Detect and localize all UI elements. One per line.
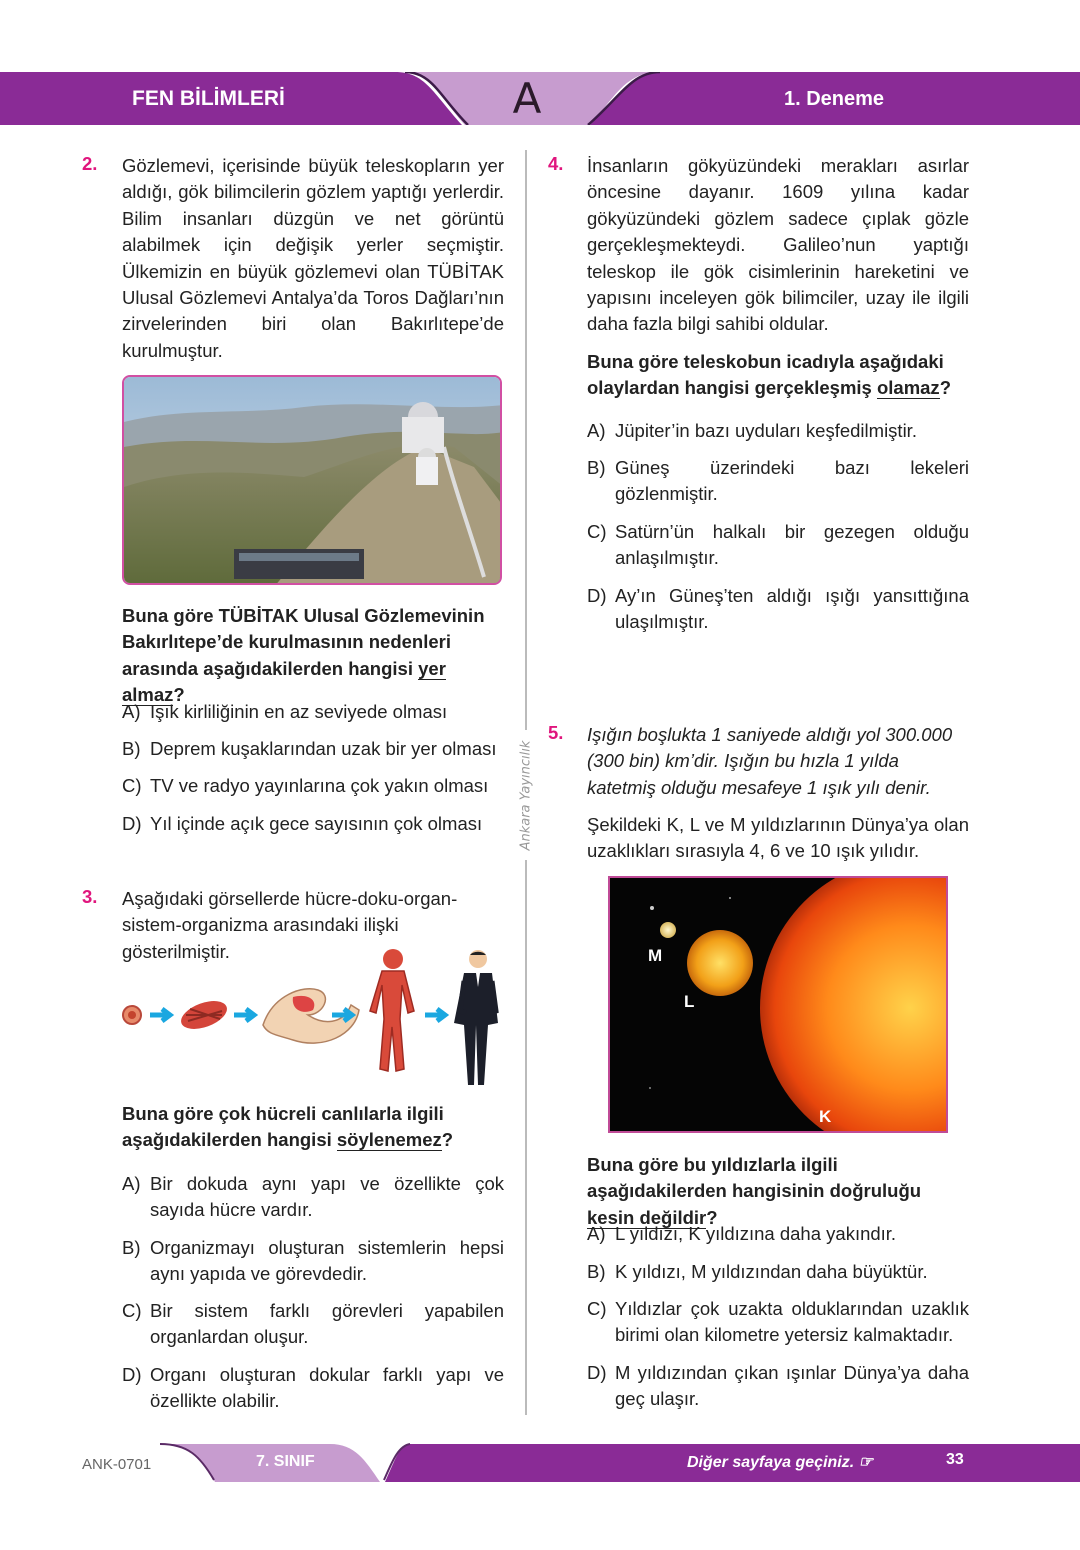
q3-text: Aşağıdaki görsellerde hücre-doku-organ-sistem-organizma arasındaki ilişki gösterilmiştir. — [122, 888, 458, 962]
star-label-m: M — [648, 946, 663, 965]
q3-option-c[interactable]: C) Bir sistem farklı görevleri yapabilen organlardan oluşur. — [122, 1300, 504, 1348]
page-footer — [0, 1440, 1080, 1485]
q2-question: Buna göre TÜBİTAK Ulusal Gözlemevinin Bakırlıtepe’de kurulmasının nedenleri arasında aşağıdakilerden hangisi yer almaz? — [122, 605, 485, 706]
q5-question: Buna göre bu yıldızlarla ilgili aşağıdakilerden hangisinin doğruluğu kesin değildir? — [587, 1154, 922, 1228]
q5-text: Şekildeki K, L ve M yıldızlarının Dünya’ya olan uzaklıkları sırasıyla 4, 6 ve 10 ışık yılıdır. — [587, 814, 969, 862]
q2-text: Gözlemevi, içerisinde büyük teleskopların yer aldığı, gök bilimcilerin gözlem yaptığı yerlerdir. Bilim insanları düzgün ve net görüntü alabilmek için değişik yerler seçmiştir. Ülkemizin en büyük gözlemevi olan TÜBİTAK Ulusal Gözlemevi Antalya’da Toros Dağları’nın zirvelerinden biri olan Bakırlıtepe’de kurulmuştur. — [122, 155, 504, 361]
column-divider — [525, 860, 527, 1415]
q5-option-d[interactable]: D) M yıldızından çıkan ışınlar Dünya’ya daha geç ulaşır. — [587, 1362, 969, 1410]
q3-option-d[interactable]: D) Organı oluşturan dokular farklı yapı ve özellikte olabilir. — [122, 1364, 504, 1412]
question-number: 3. — [82, 886, 98, 907]
publisher-watermark: Ankara Yayıncılık — [518, 740, 534, 850]
q5-option-b[interactable]: B) K yıldızı, M yıldızından daha büyüktür. — [587, 1261, 928, 1282]
q5-option-a[interactable]: A) L yıldızı, K yıldızına daha yakındır. — [587, 1223, 897, 1244]
question-number: 4. — [548, 153, 564, 174]
stars-figure — [608, 876, 948, 1133]
star-label-l: L — [684, 992, 695, 1011]
q2-option-a[interactable]: A) Işık kirliliğinin en az seviyede olması — [122, 701, 448, 722]
q3-question: Buna göre çok hücreli canlılarla ilgili aşağıdakilerden hangisi söylenemez? — [122, 1103, 454, 1151]
q3-option-a[interactable]: A) Bir dokuda aynı yapı ve özellikte çok sayıda hücre vardır. — [122, 1173, 504, 1221]
page-header — [0, 72, 1080, 125]
q2-option-d[interactable]: D) Yıl içinde açık gece sayısının çok olması — [122, 813, 483, 834]
page-number: 33 — [946, 1451, 964, 1468]
grade-label: 7. SINIF — [256, 1453, 315, 1470]
q4-option-a[interactable]: A) Jüpiter’in bazı uyduları keşfedilmiştir. — [587, 420, 917, 441]
q4-option-d[interactable]: D) Ay’ın Güneş’ten aldığı ışığı yansıttığına ulaşılmıştır. — [587, 585, 969, 633]
q5-option-c[interactable]: C) Yıldızlar çok uzakta olduklarından uzaklık birimi olan kilometre yetersiz kalmaktadır. — [587, 1298, 969, 1346]
exam-title: 1. Deneme — [784, 88, 885, 110]
question-number: 5. — [548, 722, 564, 743]
biology-hierarchy-figure — [118, 945, 503, 1090]
q3-option-b[interactable]: B) Organizmayı oluşturan sistemlerin hepsi aynı yapıda ve görevdedir. — [122, 1237, 504, 1285]
observatory-photo — [122, 375, 502, 585]
pointing-hand-icon: ☞ — [858, 1454, 873, 1471]
booklet-letter: A — [512, 74, 542, 123]
booklet-code: ANK-0701 — [82, 1456, 152, 1473]
column-divider — [525, 150, 527, 730]
q4-option-c[interactable]: C) Satürn’ün halkalı bir gezegen olduğu anlaşılmıştır. — [587, 521, 969, 569]
q4-question: Buna göre teleskobun icadıyla aşağıdaki olaylardan hangisi gerçekleşmiş olamaz? — [587, 351, 951, 399]
footer-ribbon — [0, 1440, 1080, 1485]
q2-option-c[interactable]: C) TV ve radyo yayınlarına çok yakın olması — [122, 775, 489, 796]
question-number: 2. — [82, 153, 98, 174]
subject-title: FEN BİLİMLERİ — [132, 87, 285, 110]
q2-option-b[interactable]: B) Deprem kuşaklarından uzak bir yer olması — [122, 738, 497, 759]
q4-text: İnsanların gökyüzündeki merakları asırlar öncesine dayanır. 1609 yılına kadar gökyüzündeki gözlem sadece çıplak gözle gerçekleşmekteydi. Galileo’nun yaptığı teleskop ile gök cisimlerinin hareketini ve yapısını inceleyen gök bilimciler, uzay ile ilgili daha fazla bilgi sahibi oldular. — [587, 155, 969, 335]
star-label-k: K — [819, 1107, 832, 1126]
q5-intro: Işığın boşlukta 1 saniyede aldığı yol 300.000 (300 bin) km’dir. Işığın bu hızla 1 yılda katetmiş olduğu mesafeye 1 ışık yılı denir. — [587, 724, 953, 798]
next-page-note: Diğer sayfaya geçiniz. ☞ — [687, 1454, 873, 1471]
q4-option-b[interactable]: B) Güneş üzerindeki bazı lekeleri gözlenmiştir. — [587, 457, 969, 505]
